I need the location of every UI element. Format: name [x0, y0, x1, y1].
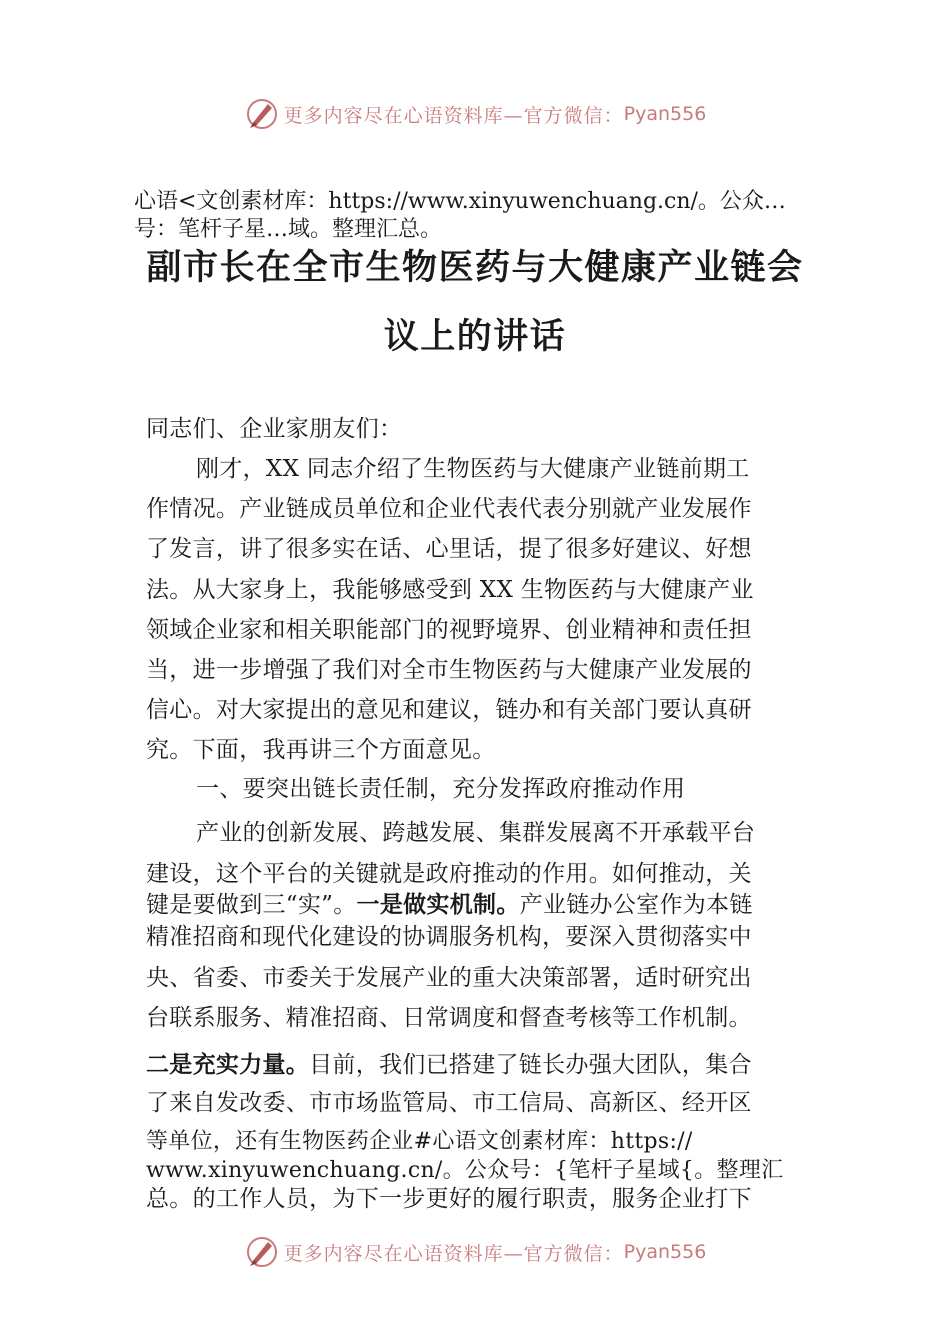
paragraph-line: 信心。对大家提出的意见和建议，链办和有关部门要认真研	[146, 697, 752, 723]
paragraph-line: 等单位，还有生物医药企业#心语文创素材库：https://	[146, 1129, 693, 1154]
banner-text: 更多内容尽在心语资料库—官方微信：	[283, 1242, 624, 1265]
paragraph-line	[146, 890, 753, 920]
paragraph-line: 刚才，XX 同志介绍了生物医药与大健康产业链前期工	[196, 456, 750, 482]
pen-logo-icon	[244, 96, 280, 132]
section-heading-1: 一、要突出链长责任制，充分发挥政府推动作用	[196, 776, 686, 802]
text-run: 键是要做到三“实”。	[146, 892, 357, 918]
paragraph-line: 总。的工作人员，为下一步更好的履行职责，服务企业打下	[146, 1186, 752, 1212]
footer-banner	[0, 1232, 950, 1272]
paragraph-line: 台联系服务、精准招商、日常调度和督查考核等工作机制。	[146, 1005, 752, 1031]
bold-point-1: 一是做实机制。	[356, 892, 520, 918]
paragraph-line: 了来自发改委、市市场监管局、市工信局、高新区、经开区	[146, 1090, 752, 1116]
banner-text: 更多内容尽在心语资料库—官方微信：	[283, 104, 624, 127]
paragraph-line: 领域企业家和相关职能部门的视野境界、创业精神和责任担	[146, 617, 752, 643]
text-run: 产业链办公室作为本链	[519, 892, 753, 918]
paragraph-line: www.xinyuwenchuang.cn/。公众号：{笔杆子星域{。整理汇	[146, 1158, 784, 1183]
watermark-line-2: 号：笔杆子星…域。整理汇总。	[134, 217, 443, 242]
watermark-line-1: 心语<文创素材库：https://www.xinyuwenchuang.cn/。公众…	[134, 189, 786, 214]
paragraph-line: 究。下面，我再讲三个方面意见。	[146, 737, 496, 763]
header-banner	[0, 94, 950, 134]
paragraph-line: 精准招商和现代化建设的协调服务机构，要深入贯彻落实中	[146, 924, 752, 950]
pen-logo-icon	[244, 1234, 280, 1270]
banner-wechat-id: Pyan556	[623, 1241, 707, 1263]
paragraph-line: 法。从大家身上，我能够感受到 XX 生物医药与大健康产业	[146, 577, 754, 603]
paragraph-line	[146, 1050, 752, 1080]
bold-point-2: 二是充实力量。	[146, 1052, 310, 1078]
title-line-2: 议上的讲话	[383, 316, 567, 357]
paragraph-line: 当，进一步增强了我们对全市生物医药与大健康产业发展的	[146, 657, 752, 683]
title-line-1: 副市长在全市生物医药与大健康产业链会	[146, 247, 804, 288]
paragraph-line: 央、省委、市委关于发展产业的重大决策部署，适时研究出	[146, 965, 752, 991]
paragraph-line: 作情况。产业链成员单位和企业代表代表分别就产业发展作	[146, 496, 752, 522]
banner-wechat-id: Pyan556	[623, 103, 707, 125]
text-run: 目前，我们已搭建了链长办强大团队，集合	[309, 1052, 752, 1078]
paragraph-line: 了发言，讲了很多实在话、心里话，提了很多好建议、好想	[146, 536, 752, 562]
greeting: 同志们、企业家朋友们：	[146, 416, 403, 442]
paragraph-line: 建设，这个平台的关键就是政府推动的作用。如何推动，关	[146, 861, 752, 887]
paragraph-line: 产业的创新发展、跨越发展、集群发展离不开承载平台	[196, 820, 756, 846]
